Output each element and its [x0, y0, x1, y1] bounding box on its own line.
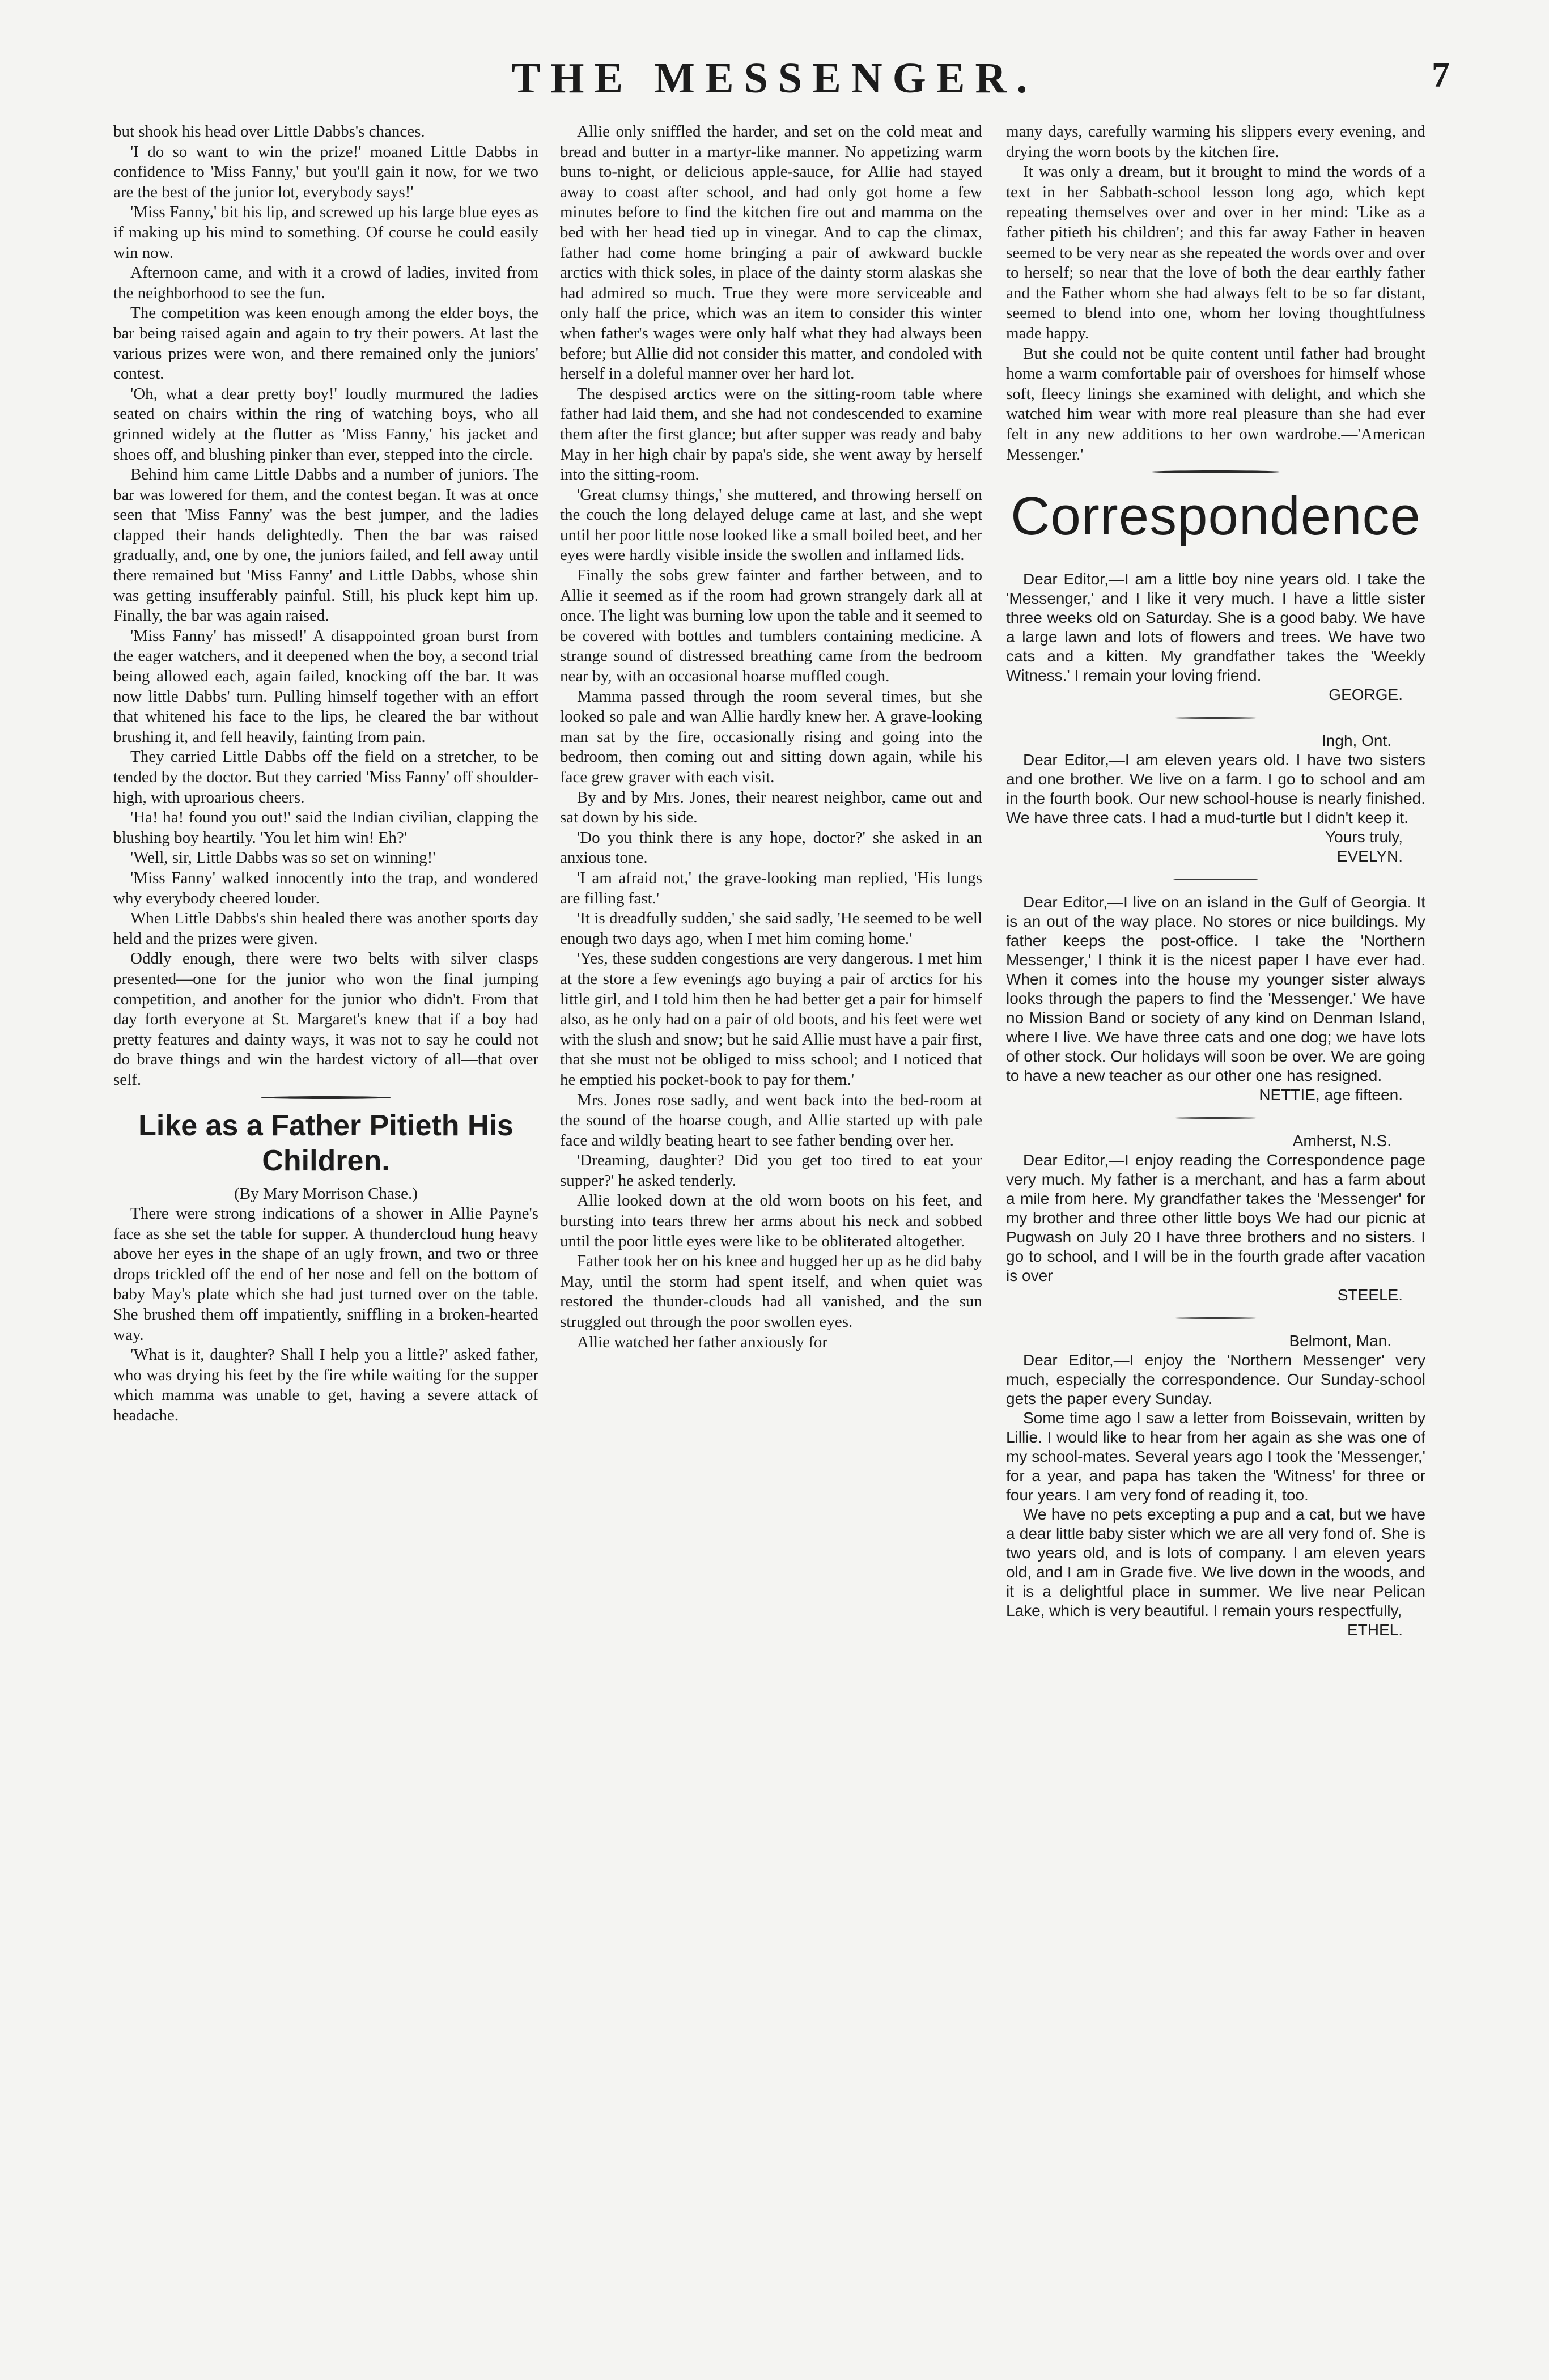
paragraph: The competition was keen enough among the elder boys, the bar being raised again and again to try their powers. At last the various prizes were won, and there remained only the juniors' contest.	[113, 304, 538, 383]
paragraph: Finally the sobs grew fainter and farther between, and to Allie it seemed as if the room had grown strangely dark all at once. The light was burning low upon the table and it seemed to be covered with bottles and tumblers containing medicine. A strange sound of distressed breathing came from the bedroom near by, with an occasional hoarse muffled cough.	[560, 566, 982, 686]
paragraph: 'Great clumsy things,' she muttered, and throwing herself on the couch the long delayed deluge came at last, and she wept until her poor little nose looked like a small boiled beet, and her eyes were hardly visible inside the swollen and inflamed lids.	[560, 485, 982, 565]
paragraph: Mrs. Jones rose sadly, and went back into the bed-room at the sound of the hoarse cough, and Allie started up with pale face and wildly beating heart to see father bending over her.	[560, 1091, 982, 1149]
letter	[1006, 731, 1425, 866]
paragraph: 'Yes, these sudden congestions are very dangerous. I met him at the store a few evenings ago buying a pair of arctics for his little girl, and I told him then he had better get a pair for himself also, as he only had on a pair of old boots, and his feet were wet with the slush and snow; but he said Allie must have a pair first, that she must not be obliged to miss school; and I noticed that he emptied his pocket-book to pay for them.'	[560, 949, 982, 1089]
paragraph: 'Well, sir, Little Dabbs was so set on winning!'	[130, 849, 436, 867]
column-3	[1006, 122, 1425, 2332]
paragraph: 'Miss Fanny' has missed!' A disappointed groan burst from the eager watchers, and it deepened when the boy, a second trial being allowed each, again failed, knocking off the bar. It was now little Dabbs' turn. Pulling himself together with an effort that whitened his face to the lips, he cleared the bar without brushing it, and fell heavily, fainting from pain.	[113, 626, 538, 746]
section-divider	[1151, 470, 1281, 473]
paragraph: But she could not be quite content until father had brought home a warm comfortable pair of overshoes for himself whose soft, fleecy linings she examined with delight, and which she watched him wear with more real pleasure than she had ever felt in any new additions to her own wardrobe.—'American Messenger.'	[1006, 344, 1425, 464]
paragraph: Allie looked down at the old worn boots on his feet, and bursting into tears threw her arms about his neck and sobbed until the poor little eyes were like to be obliterated altogether.	[560, 1191, 982, 1250]
letter-place: Belmont, Man.	[1289, 1332, 1391, 1350]
letter-signature: GEORGE.	[1329, 686, 1403, 704]
letter-divider	[1173, 1117, 1258, 1119]
letter-paragraph: Dear Editor,—I am eleven years old. I have two sisters and one brother. We live on a farm. I go to school and am in the fourth book. Our new school-house is nearly finished. We have three cats. I had a mud-turtle but I didn't keep it.	[1006, 751, 1425, 827]
paragraph: 'What is it, daughter? Shall I help you a little?' asked father, who was drying his feet by the fire while waiting for the supper which mamma was unable to get, having a severe attack of headache.	[113, 1346, 538, 1425]
page-number: 7	[1432, 54, 1450, 95]
column-2	[560, 122, 982, 2332]
story-continued	[113, 122, 538, 1091]
letter-signature: ETHEL.	[1347, 1621, 1403, 1639]
article-heading: Like as a Father Pitieth His Children.	[138, 1109, 513, 1177]
article-body-continued	[560, 122, 982, 1352]
paragraph: 'I am afraid not,' the grave-looking man replied, 'His lungs are filling fast.'	[560, 868, 982, 907]
newspaper-title: THE MESSENGER.	[511, 54, 1038, 102]
letter	[1006, 1331, 1425, 1640]
paragraph: 'Dreaming, daughter? Did you get too tired to eat your supper?' he asked tenderly.	[560, 1151, 982, 1190]
paragraph: 'Do you think there is any hope, doctor?' she asked in an anxious tone.	[560, 828, 982, 867]
letter-place: Ingh, Ont.	[1322, 732, 1391, 750]
letter-signature: NETTIE, age fifteen.	[1259, 1086, 1403, 1104]
paragraph: Afternoon came, and with it a crowd of ladies, invited from the neighborhood to see the fun.	[113, 264, 538, 302]
paragraph: Oddly enough, there were two belts with silver clasps presented—one for the junior who won the final jumping competition, and another for the junior who didn't. From that day forth everyone at St. Margaret's knew that if a boy had pretty features and dainty ways, it was not to say he could not do brave things and win the hardest victory of all—that over self.	[113, 949, 538, 1089]
letter-divider	[1173, 1317, 1258, 1319]
paragraph: Father took her on his knee and hugged her up as he did baby May, until the storm had spent itself, and when quiet was restored the thunder-clouds had all vanished, and the sun struggled out through the poor swollen eyes.	[560, 1252, 982, 1331]
paragraph: 'Oh, what a dear pretty boy!' loudly murmured the ladies seated on chairs within the ring of watching boys, who all grinned widely at the flutter as 'Miss Fanny,' his jacket and shoes off, and blushing pinker than ever, stepped into the circle.	[113, 384, 538, 464]
paragraph: There were strong indications of a shower in Allie Payne's face as she set the table for supper. A thundercloud hung heavy above her eyes in the shape of an ugly frown, and two or three drops trickled off the end of her nose and fell on the bottom of baby May's plate which she had just turned over on the table. She brushed them off impatiently, sniffling in a broken-hearted way.	[113, 1204, 538, 1344]
letter-paragraph: Dear Editor,—I enjoy the 'Northern Messenger' very much, especially the correspondence. Our Sunday-school gets the paper every Sunday.	[1006, 1351, 1425, 1408]
paragraph: The despised arctics were on the sitting-room table where father had laid them, and she had not condescended to examine them after the first glance; but after supper was ready and baby May in her high chair by papa's side, she went away by herself into the sitting-room.	[560, 384, 982, 484]
article-body-end	[1006, 122, 1425, 465]
letter-paragraph: Some time ago I saw a letter from Boissevain, written by Lillie. I would like to hear from her again as she was one of my school-mates. Several years ago I took the 'Messenger,' for a year, and papa has taken the 'Witness' for three or four years. I am very fond of reading it, too.	[1006, 1409, 1425, 1504]
article-body	[113, 1204, 538, 1426]
correspondence-letters	[1006, 570, 1425, 1640]
correspondence-heading: Correspondence	[1011, 486, 1421, 547]
paragraph: When Little Dabbs's shin healed there was another sports day held and the prizes were given.	[113, 909, 538, 948]
paragraph: many days, carefully warming his slippers every evening, and drying the worn boots by the kitchen fire.	[1006, 122, 1425, 161]
paragraph: 'I do so want to win the prize!' moaned Little Dabbs in confidence to 'Miss Fanny,' but you'll gain it now, for we two are the best of the junior lot, everybody says!'	[113, 142, 538, 201]
letter-divider	[1173, 717, 1258, 719]
section-divider	[261, 1096, 391, 1099]
letter-paragraph: Dear Editor,—I live on an island in the Gulf of Georgia. It is an out of the way place. No stores or nice buildings. My father keeps the post-office. I take the 'Northern Messenger,' I think it is the nicest paper I have ever had. When it comes into the house my younger sister always looks through the papers to find the 'Messenger.' We have no Mission Band or society of any kind on Denman Island, where I live. We have three cats and one dog; we have lots of other stock. Our holidays will soon be over. We are going to have a new teacher as our other one has resigned.	[1006, 893, 1425, 1085]
paragraph: 'Miss Fanny,' bit his lip, and screwed up his large blue eyes as if making up his mind to something. Of course he could easily win now.	[113, 203, 538, 262]
letter	[1006, 1131, 1425, 1305]
paragraph: 'It is dreadfully sudden,' she said sadly, 'He seemed to be well enough two days ago, when I met him coming home.'	[560, 909, 982, 948]
paragraph: Allie watched her father anxiously for	[577, 1333, 828, 1351]
article-byline: (By Mary Morrison Chase.)	[234, 1184, 418, 1203]
paragraph: By and by Mrs. Jones, their nearest neighbor, came out and sat down by his side.	[560, 788, 982, 827]
paragraph: Mamma passed through the room several times, but she looked so pale and wan Allie hardly knew her. A grave-looking man sat by the fire, occasionally rising and going into the bedroom, then coming out and sitting down again, while his face grew graver with each visit.	[560, 687, 982, 786]
paragraph: They carried Little Dabbs off the field on a stretcher, to be tended by the doctor. But they carried 'Miss Fanny' off shoulder-high, with uproarious cheers.	[113, 748, 538, 807]
letter-signature: STEELE.	[1337, 1286, 1403, 1304]
paragraph: 'Ha! ha! found you out!' said the Indian civilian, clapping the blushing boy heartily. 'You let him win! Eh?'	[113, 808, 538, 847]
paragraph: but shook his head over Little Dabbs's chances.	[113, 122, 425, 141]
letter-place: Amherst, N.S.	[1292, 1132, 1391, 1150]
letter-paragraph: We have no pets excepting a pup and a cat, but we have a dear little baby sister which we are all very fond of. She is two years old, and is lots of company. I am eleven years old, and I am in Grade five. We live down in the woods, and it is a delightful place in summer. We live near Pelican Lake, which is very beautiful. I remain yours respectfully,	[1006, 1505, 1425, 1620]
letter-paragraph: Dear Editor,—I am a little boy nine years old. I take the 'Messenger,' and I like it very much. I have a little sister three weeks old on Saturday. She is a good baby. We have a large lawn and lots of flowers and trees. We have two cats and a kitten. My grandfather takes the 'Weekly Witness.' I remain your loving friend.	[1006, 570, 1425, 685]
letter-signature: EVELYN.	[1336, 847, 1403, 866]
paragraph: Allie only sniffled the harder, and set on the cold meat and bread and butter in a martyr-like manner. No appetizing warm buns to-night, or delicious apple-sauce, for Allie had stayed away to coast after school, and had only got home a few minutes before to find the kitchen fire out and mamma on the bed with her head tied up in vinegar. And to cap the climax, father had come home bringing a pair of awkward buckle arctics with thick soles, in place of the dainty storm alaskas she had admired so much. True they were more serviceable and only half the price, which was an item to consider this winter when father's wages were only half what they had always been before; but Allie did not consider this matter, and condoled with herself in a doleful manner over her hard lot.	[560, 122, 982, 383]
masthead	[0, 54, 1549, 105]
paragraph: It was only a dream, but it brought to mind the words of a text in her Sabbath-school lesson long ago, which kept repeating themselves over and over in her mind: 'Like as a father pitieth his children'; and this far away Father in heaven seemed to be very near as she repeated the words over and over to herself; so near that the love of both the dear earthly father and the Father whom she had always felt to be so far distant, seemed to blend into one, whom her loving thoughtfulness made happy.	[1006, 163, 1425, 342]
paragraph: 'Miss Fanny' walked innocently into the trap, and wondered why everybody cheered louder.	[113, 868, 538, 907]
letter-divider	[1173, 879, 1258, 880]
column-1	[113, 122, 538, 2332]
letter	[1006, 570, 1425, 705]
paragraph: Behind him came Little Dabbs and a number of juniors. The bar was lowered for them, and the contest began. It was at once seen that 'Miss Fanny' was the best jumper, and the ladies clapped their hands delightedly. Then the bar was raised gradually, and, one by one, the juniors failed, and fell away until there remained but 'Miss Fanny' and Little Dabbs, whose shin was getting insufferably painful. Still, his pluck kept him up. Finally, the bar was again raised.	[113, 465, 538, 625]
letter-paragraph: Dear Editor,—I enjoy reading the Correspondence page very much. My father is a merchant, and has a farm about a mile from here. My grandfather takes the 'Messenger' for my brother and three other little boys We had our picnic at Pugwash on July 20 I have three brothers and no sisters. I go to school, and I will be in the fourth grade after vacation is over	[1006, 1151, 1425, 1285]
letter	[1006, 893, 1425, 1105]
letter-closing: Yours truly,	[1325, 828, 1403, 846]
